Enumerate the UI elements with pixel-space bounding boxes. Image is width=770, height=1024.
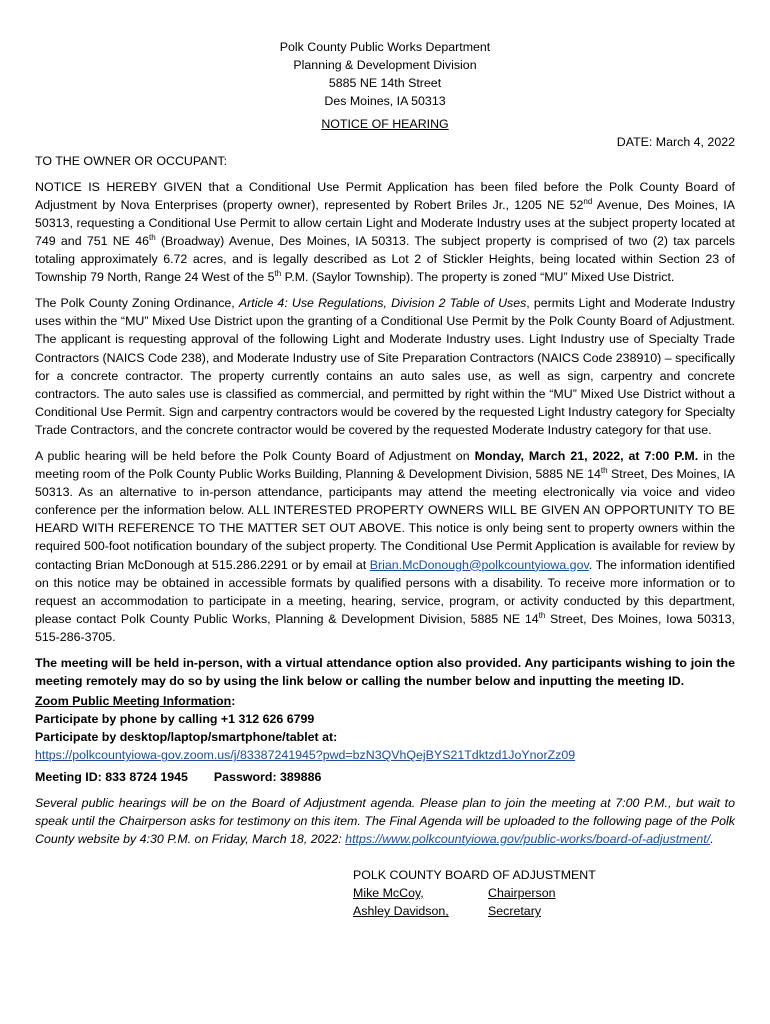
signature-row — [353, 884, 735, 902]
board-name: POLK COUNTY BOARD OF ADJUSTMENT — [353, 867, 596, 882]
city-address: Des Moines, IA 50313 — [324, 94, 446, 109]
zoom-phone: Participate by phone by calling +1 312 626 6799 — [35, 712, 315, 727]
notice-date: DATE: March 4, 2022 — [616, 135, 735, 150]
signature-block — [353, 866, 735, 920]
zoom-device: Participate by desktop/laptop/smartphone/tablet at: — [35, 730, 338, 745]
paragraph-hearing: A public hearing will be held before the Polk County Board of Adjustment on Monday, March 21, 2022, at 7:00 P.M. in the meeting room of the Polk County Public Works Building, Planning & Development Division, 5885 NE 14th Street, Des Moines, IA 50313. As an alternative to in-person attendance, participants may attend the meeting electronically via voice and video conference per the information below. ALL INTERESTED PROPERTY OWNERS WILL BE GIVEN AN OPPORTUNITY TO BE HEARD WITH REFERENCE TO THE MATTER SET OUT ABOVE. This notice is only being sent to property owners within the required 500-foot notification boundary of the subject property. The Conditional Use Permit Application is available for review by contacting Brian McDonough at 515.286.2291 or by email at Brian.McDonough@polkcountyiowa.gov. The information identified on this notice may be obtained in accessible formats by qualified persons with a disability. To receive more information or to request an accommodation to participate in a meeting, hearing, service, program, or activity conducted by this department, please contact Polk County Public Works, Planning & Development Division, 5885 NE 14th Street, Des Moines, Iowa 50313, 515-286-3705. — [35, 448, 735, 644]
agenda-url-link[interactable]: https://www.polkcountyiowa.gov/public-works/board-of-adjustment/ — [345, 831, 711, 846]
signer-name: Mike McCoy, — [353, 886, 424, 901]
paragraph-zoning: The Polk County Zoning Ordinance, Article 4: Use Regulations, Division 2 Table of Uses, permits Light and Moderate Industry uses within the “MU” Mixed Use District upon the granting of a Conditional Use Permit by the Polk County Board of Adjustment. The applicant is requesting approval of the following Light and Moderate Industry uses. Light Industry use of Specialty Trade Contractors (NAICS Code 238), and Moderate Industry use of Site Preparation Contractors (NAICS Code 238910) – specifically for a concrete contractor. The property currently contains an auto sales use, as well as sign, carpentry and concrete contractors. The auto sales use is classified as commercial, and permitted by right within the “MU” Mixed Use District without a Conditional Use Permit. Sign and carpentry contractors would be covered by the requested Light Industry category for Specialty Trade Contractors, and the concrete contractor would be covered by the requested Moderate Industry category for that use. — [35, 296, 735, 437]
meeting-password: Password: 389886 — [213, 769, 322, 784]
meeting-id: Meeting ID: 833 8724 1945 — [35, 769, 188, 784]
signer-title: Secretary — [488, 904, 542, 919]
zoom-credentials — [35, 768, 735, 786]
zoom-url-link[interactable]: https://polkcountyiowa-gov.zoom.us/j/83387241945?pwd=bzN3QVhQejBYS21Tdktzd1JoYnorZz09 — [35, 748, 576, 763]
signer-name: Ashley Davidson, — [353, 904, 449, 919]
street-address: 5885 NE 14th Street — [328, 76, 442, 91]
signature-row — [353, 902, 735, 920]
email-link[interactable]: Brian.McDonough@polkcountyiowa.gov — [369, 557, 589, 572]
signer-title: Chairperson — [488, 886, 556, 901]
notice-title: NOTICE OF HEARING — [321, 117, 449, 132]
dept-name: Polk County Public Works Department — [279, 40, 491, 54]
letterhead — [35, 38, 735, 110]
salutation: TO THE OWNER OR OCCUPANT: — [35, 153, 228, 168]
paragraph-notice: NOTICE IS HEREBY GIVEN that a Conditional Use Permit Application has been filed before the Polk County Board of Adjustment by Nova Enterprises (property owner), represented by Robert Briles Jr., 1205 NE 52nd Avenue, Des Moines, IA 50313, requesting a Conditional Use Permit to allow certain Light and Moderate Industry uses at the subject property located at 749 and 751 NE 46th (Broadway) Avenue, Des Moines, IA 50313. The subject property is comprised of two (2) tax parcels totaling approximately 6.72 acres, and is legally described as Lot 2 of Stickler Heights, being located within Section 23 of Township 79 North, Range 24 West of the 5th P.M. (Saylor Township). The property is zoned “MU” Mixed Use District. — [35, 179, 735, 285]
paragraph-agenda: Several public hearings will be on the Board of Adjustment agenda. Please plan to join the meeting at 7:00 P.M., but wait to speak until the Chairperson asks for testimony on this item. The Final Agenda will be uploaded to the following page of the Polk County website by 4:30 P.M. on Friday, March 18, 2022: https://www.polkcountyiowa.gov/public-works/board-of-adjustment/. — [35, 795, 735, 846]
paragraph-virtual: The meeting will be held in-person, with a virtual attendance option also provided. Any participants wishing to join the meeting remotely may do so by using the link below or calling the number below and inputting the meeting ID. — [35, 656, 735, 689]
zoom-heading: Zoom Public Meeting Information: — [35, 694, 236, 709]
division-name: Planning & Development Division — [293, 58, 477, 73]
zoom-info — [35, 692, 735, 785]
